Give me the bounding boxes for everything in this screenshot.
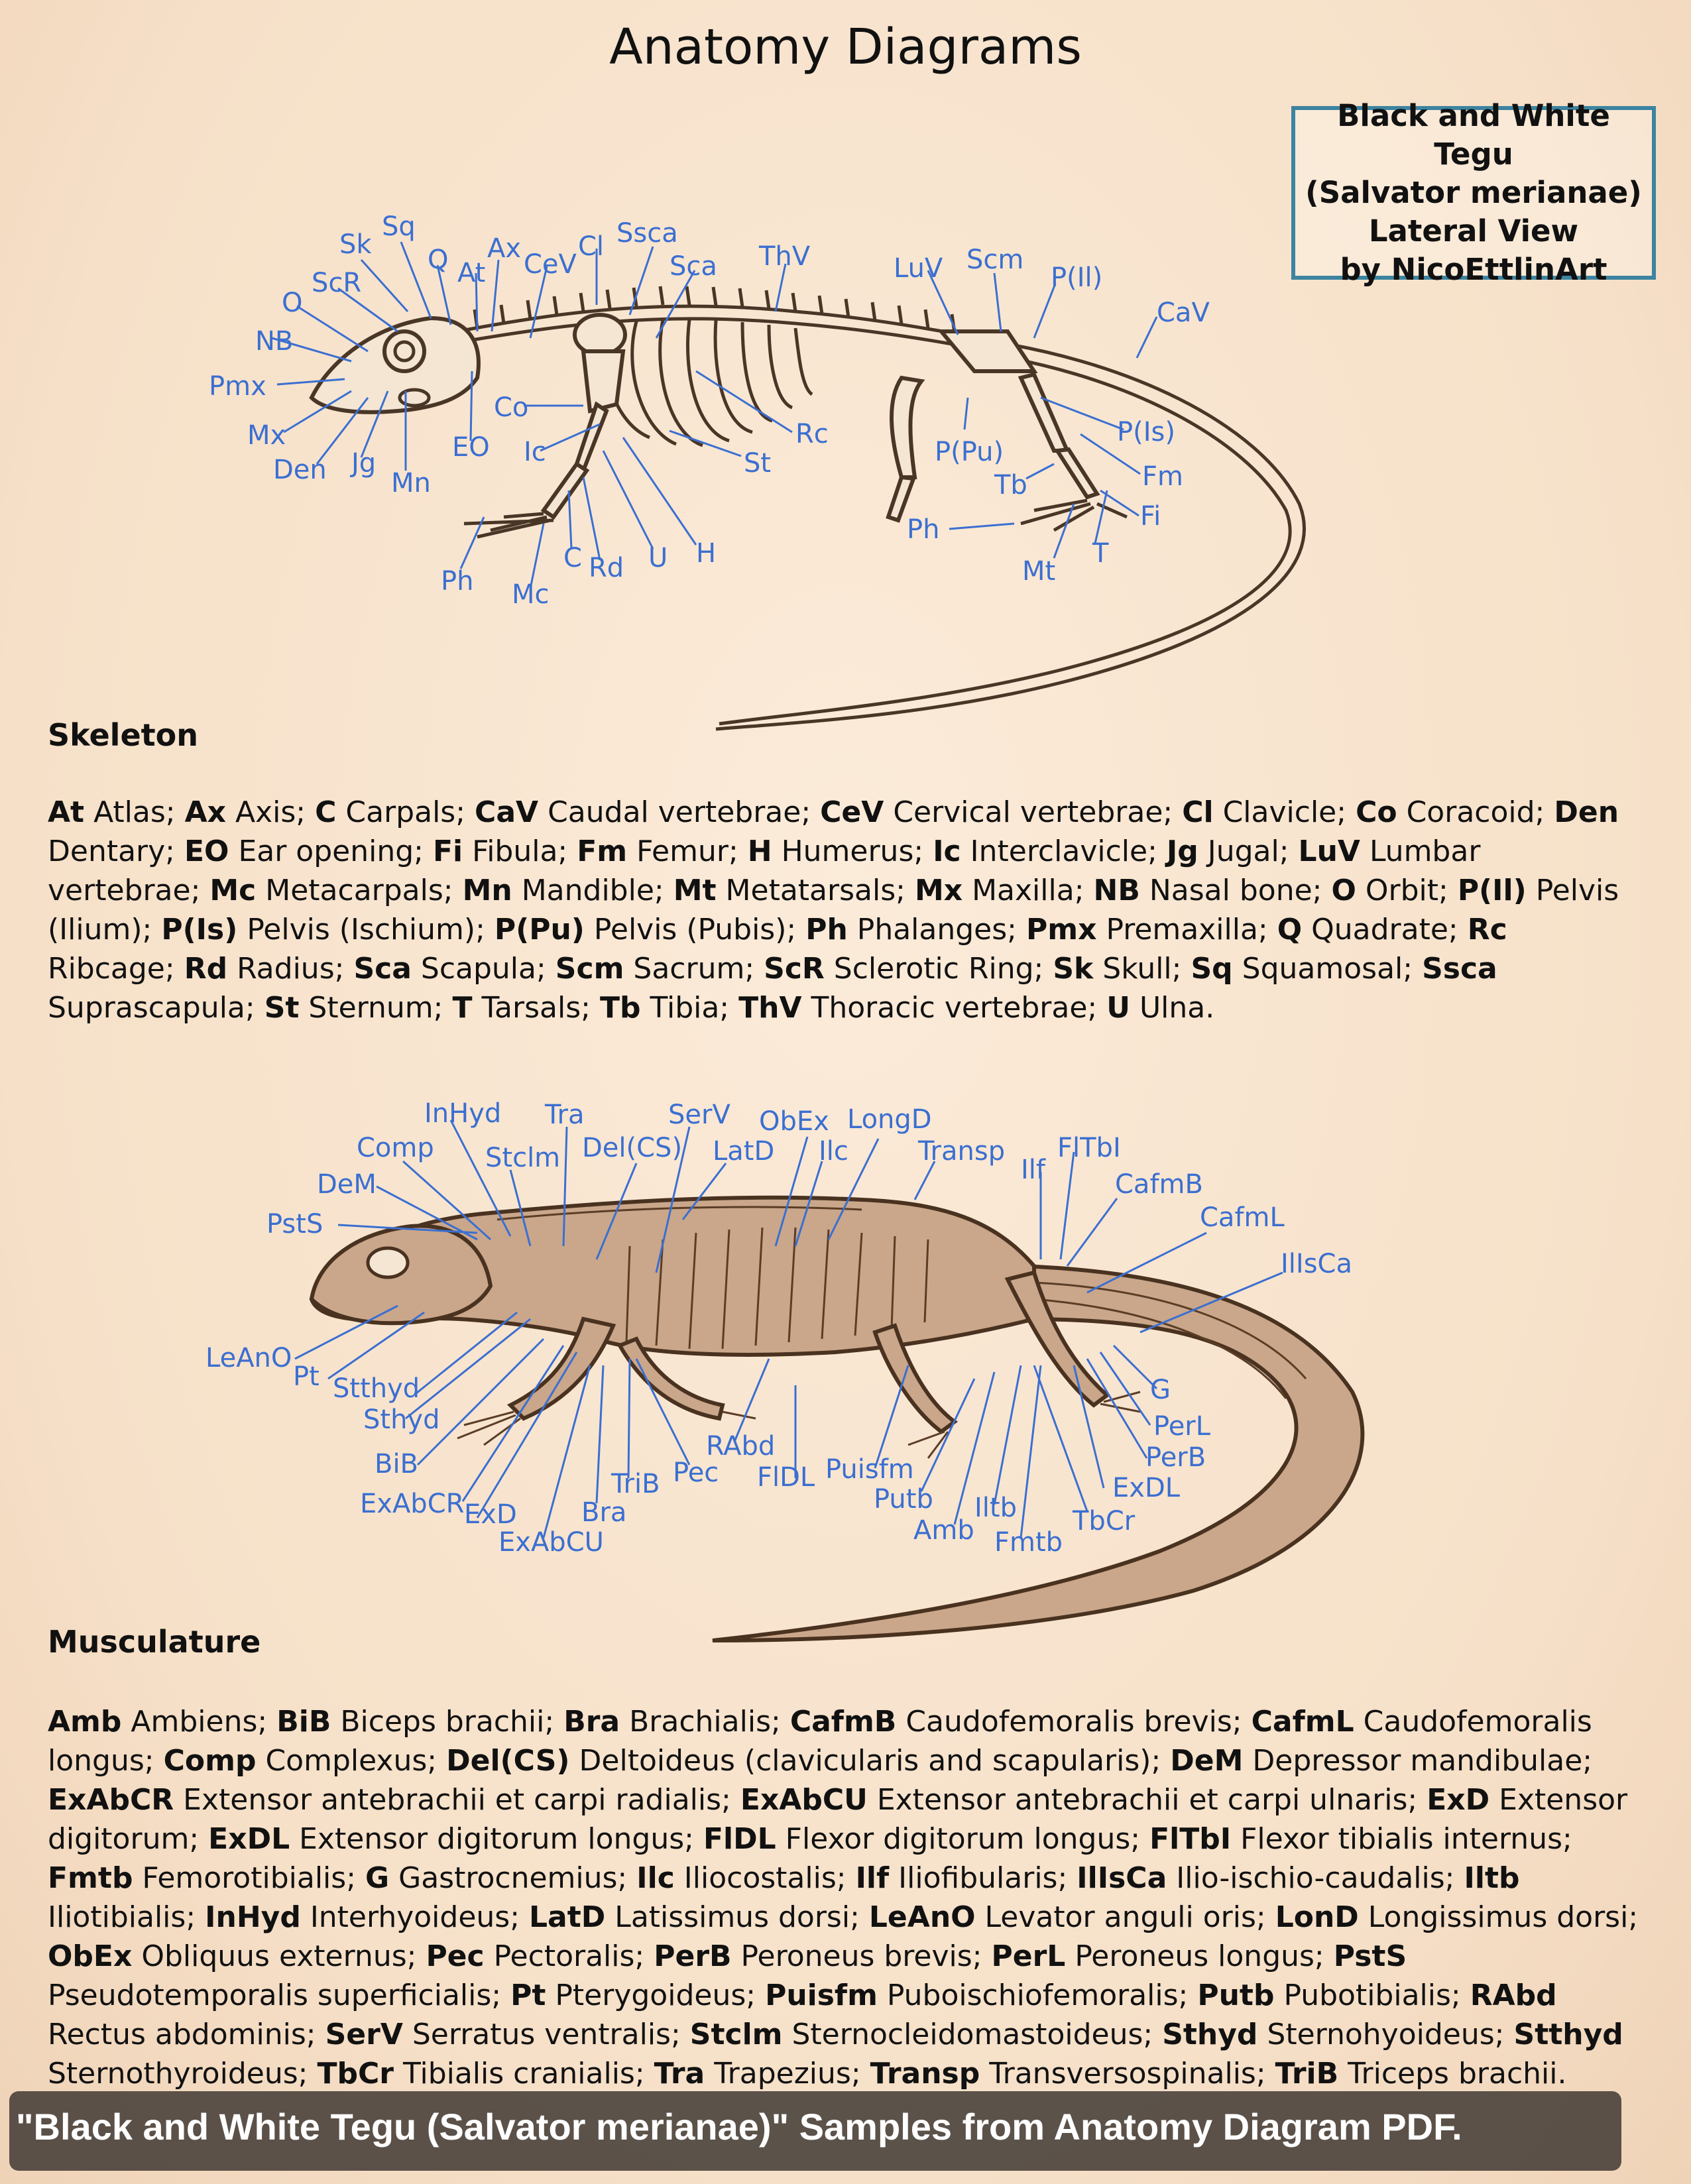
pelvis bbox=[941, 331, 1034, 371]
musculature-legend-abbr: BiB bbox=[276, 1705, 331, 1739]
skeleton-legend-name: Thoracic vertebrae; bbox=[801, 991, 1107, 1025]
musculature-legend-abbr: CafmL bbox=[1251, 1705, 1354, 1739]
musculature-legend-abbr: Tra bbox=[654, 2057, 705, 2091]
skeleton-legend bbox=[48, 793, 1639, 1027]
humerus bbox=[577, 404, 607, 471]
label-P(Il): P(Il) bbox=[1051, 262, 1103, 293]
skeleton-legend-name: Axis; bbox=[226, 795, 316, 829]
label-ObEx: ObEx bbox=[759, 1106, 829, 1137]
label-LongD: LongD bbox=[847, 1104, 932, 1135]
musculature-legend-abbr: Bra bbox=[563, 1705, 620, 1739]
skeleton-legend-abbr: Tb bbox=[599, 991, 641, 1025]
label-Stthyd: Stthyd bbox=[333, 1373, 420, 1404]
label-FlDL: FlDL bbox=[757, 1462, 815, 1493]
musculature-legend-name: Pseudotemporalis superficialis; bbox=[48, 1979, 511, 2012]
label-DeM: DeM bbox=[317, 1169, 377, 1200]
skeleton-legend-abbr: Co bbox=[1356, 795, 1397, 829]
musculature-legend-abbr: LatD bbox=[529, 1900, 606, 1934]
skeleton-legend-name: Lumbar vertebrae; bbox=[48, 834, 1481, 907]
label-Mn: Mn bbox=[391, 468, 431, 498]
musculature-legend-name: Serratus ventralis; bbox=[402, 2018, 690, 2051]
musculature-legend-abbr: PerB bbox=[654, 1939, 732, 1973]
skeleton-legend-abbr: Mc bbox=[209, 874, 257, 907]
label-ThV: ThV bbox=[759, 241, 811, 272]
label-G: G bbox=[1150, 1375, 1171, 1405]
musculature-legend-name: Trapezius; bbox=[705, 2057, 870, 2091]
label-Mc: Mc bbox=[512, 579, 550, 610]
musculature-legend-name: Flexor digitorum longus; bbox=[776, 1822, 1150, 1856]
musculature-legend-name: Extensor digitorum; bbox=[48, 1783, 1628, 1856]
label-Cl: Cl bbox=[578, 231, 605, 262]
skeleton-legend-abbr: Mn bbox=[462, 874, 512, 907]
skeleton-legend-name: Sternum; bbox=[299, 991, 453, 1025]
label-PstS: PstS bbox=[266, 1209, 323, 1239]
skeleton-legend-name: Humerus; bbox=[772, 834, 933, 868]
skeleton-legend-name: Interclavicle; bbox=[961, 834, 1167, 868]
skeleton-legend-name: Skull; bbox=[1093, 952, 1191, 986]
skeleton-legend-abbr: Q bbox=[1277, 913, 1303, 947]
musculature-legend-abbr: Ilc bbox=[636, 1861, 675, 1895]
label-Rc: Rc bbox=[795, 419, 829, 449]
skeleton-legend-abbr: Ic bbox=[933, 834, 961, 868]
skeleton-legend-name: Maxilla; bbox=[962, 874, 1094, 907]
musculature-legend-name: Extensor antebrachii et carpi radialis; bbox=[174, 1783, 740, 1817]
skeleton-legend-name: Radius; bbox=[227, 952, 354, 986]
skeleton-legend-name: Coracoid; bbox=[1397, 795, 1554, 829]
musculature-legend-name: Longissimus dorsi; bbox=[1358, 1900, 1639, 1934]
label-Scm: Scm bbox=[966, 245, 1024, 275]
skeleton-legend-abbr: P(Pu) bbox=[494, 913, 585, 947]
skeleton-legend-abbr: CaV bbox=[475, 795, 539, 829]
skeleton-legend-abbr: Mt bbox=[673, 874, 717, 907]
musculature-legend-name: Femorotibialis; bbox=[133, 1861, 365, 1895]
skeleton-legend-abbr: LuV bbox=[1298, 834, 1360, 868]
musculature-legend-abbr: ExD bbox=[1427, 1783, 1490, 1817]
label-Ph-front: Ph bbox=[441, 566, 474, 597]
skeleton-legend-abbr: St bbox=[264, 991, 300, 1025]
label-Sca: Sca bbox=[670, 251, 717, 282]
label-NB: NB bbox=[255, 326, 294, 357]
musculature-legend-abbr: ExDL bbox=[208, 1822, 290, 1856]
musculature-legend-abbr: Sthyd bbox=[1162, 2018, 1258, 2051]
label-Puisfm: Puisfm bbox=[825, 1454, 914, 1485]
skeleton-legend-name: Phalanges; bbox=[847, 913, 1026, 947]
label-Mt: Mt bbox=[1022, 556, 1056, 587]
femur bbox=[1021, 374, 1067, 451]
ribcage bbox=[606, 319, 812, 445]
musculature-legend-name: Peroneus longus; bbox=[1065, 1939, 1334, 1973]
skeleton-heading: Skeleton bbox=[48, 717, 198, 753]
musculature-legend-name: Tibialis cranialis; bbox=[393, 2057, 654, 2091]
label-LeAnO: LeAnO bbox=[205, 1343, 292, 1373]
skeleton-legend-abbr: At bbox=[48, 795, 85, 829]
musculature-legend-abbr: Comp bbox=[163, 1744, 257, 1778]
skeleton-legend-name: Pelvis (Ilium); bbox=[48, 874, 1619, 947]
musculature-legend-name: Caudofemoralis longus; bbox=[48, 1705, 1592, 1778]
label-TriB: TriB bbox=[611, 1469, 660, 1499]
skeleton-legend-name: Squamosal; bbox=[1232, 952, 1423, 986]
skeleton-legend-abbr: Sk bbox=[1053, 952, 1094, 986]
label-Pec: Pec bbox=[673, 1458, 719, 1488]
skeleton-legend-abbr: U bbox=[1106, 991, 1130, 1025]
musculature-legend-name: Depressor mandibulae; bbox=[1243, 1744, 1593, 1778]
musculature-legend-name: Pterygoideus; bbox=[546, 1979, 766, 2012]
label-Iltb: Iltb bbox=[974, 1493, 1017, 1523]
label-BiB: BiB bbox=[375, 1449, 418, 1479]
musculature-legend-name: Brachialis; bbox=[620, 1705, 790, 1739]
page-title: Anatomy Diagrams bbox=[609, 19, 1082, 76]
musculature-legend-abbr: Putb bbox=[1197, 1979, 1275, 2012]
skeleton-legend-abbr: Ssca bbox=[1422, 952, 1497, 986]
musculature-legend-abbr: TbCr bbox=[317, 2057, 394, 2091]
label-P(Is): P(Is) bbox=[1117, 417, 1175, 447]
skeleton-legend-name: Caudal vertebrae; bbox=[538, 795, 821, 829]
skeleton-legend-name: Suprascapula; bbox=[48, 991, 264, 1025]
musculature-legend-abbr: ObEx bbox=[48, 1939, 133, 1973]
label-CeV: CeV bbox=[524, 249, 577, 280]
musculature-legend-name: Iliocostalis; bbox=[674, 1861, 856, 1895]
musculature-legend-abbr: LeAnO bbox=[868, 1900, 976, 1934]
musculature-legend-name: Sternothyroideus; bbox=[48, 2057, 318, 2091]
skeleton-legend-abbr: Pmx bbox=[1025, 913, 1097, 947]
skeleton-legend-abbr: C bbox=[315, 795, 337, 829]
label-Bra: Bra bbox=[581, 1497, 627, 1528]
label-Mx: Mx bbox=[247, 420, 286, 451]
label-FlTbI: FlTbI bbox=[1057, 1133, 1121, 1163]
label-CafmL: CafmL bbox=[1200, 1202, 1285, 1233]
skeleton-legend-name: Quadrate; bbox=[1302, 913, 1468, 947]
label-Transp: Transp bbox=[918, 1136, 1006, 1167]
label-Rd: Rd bbox=[589, 553, 624, 583]
skeleton-legend-name: Scapula; bbox=[411, 952, 555, 986]
musculature-legend-name: Extensor digitorum longus; bbox=[290, 1822, 703, 1856]
skeleton-legend-abbr: Ax bbox=[184, 795, 227, 829]
label-EO: EO bbox=[452, 432, 490, 463]
label-U: U bbox=[648, 543, 668, 573]
skeleton-legend-name: Tibia; bbox=[640, 991, 739, 1025]
label-Ssca: Ssca bbox=[616, 218, 678, 249]
musculature-legend-abbr: Stthyd bbox=[1513, 2018, 1623, 2051]
musculature-heading: Musculature bbox=[48, 1624, 261, 1660]
radius-ulna bbox=[544, 464, 587, 517]
musculature-legend-name: Obliquus externus; bbox=[132, 1939, 426, 1973]
musculature-legend-abbr: Pec bbox=[426, 1939, 485, 1973]
musculature-legend-abbr: Pt bbox=[510, 1979, 546, 2012]
label-Fi: Fi bbox=[1140, 501, 1161, 532]
label-Fmtb: Fmtb bbox=[994, 1527, 1063, 1558]
tail-vertebrae bbox=[716, 338, 1305, 729]
musculature-legend-name: Gastrocnemius; bbox=[389, 1861, 637, 1895]
skeleton-legend-name: Orbit; bbox=[1356, 874, 1458, 907]
skeleton-legend-name: Femur; bbox=[627, 834, 748, 868]
label-Ilf: Ilf bbox=[1021, 1155, 1045, 1185]
title-box-line: Lateral View bbox=[1368, 213, 1579, 249]
label-Ic: Ic bbox=[524, 437, 546, 467]
musculature-legend-abbr: Ilf bbox=[855, 1861, 890, 1895]
label-TbCr: TbCr bbox=[1073, 1506, 1136, 1536]
skeleton-legend-abbr: Sq bbox=[1191, 952, 1233, 986]
skeleton-legend-abbr: Mx bbox=[914, 874, 963, 907]
skeleton-legend-abbr: Rd bbox=[184, 952, 228, 986]
label-Ax: Ax bbox=[487, 233, 522, 264]
musculature-legend-name: Flexor tibialis internus; bbox=[1231, 1822, 1572, 1856]
label-P(Pu): P(Pu) bbox=[935, 437, 1004, 467]
skeleton-legend-abbr: Ph bbox=[805, 913, 848, 947]
label-Tra: Tra bbox=[545, 1100, 585, 1130]
musculature-legend-abbr: Fmtb bbox=[48, 1861, 133, 1895]
skeleton-legend-name: Ulna. bbox=[1130, 991, 1215, 1025]
skeleton-legend-abbr: Sca bbox=[353, 952, 412, 986]
label-SerV: SerV bbox=[668, 1100, 730, 1130]
musculature-legend-name: Triceps brachii. bbox=[1338, 2057, 1567, 2091]
skeleton-legend-name: Dentary; bbox=[48, 834, 184, 868]
label-C: C bbox=[563, 543, 582, 573]
skeleton-legend-name: Nasal bone; bbox=[1139, 874, 1332, 907]
musculature-legend-abbr: ExAbCR bbox=[48, 1783, 174, 1817]
musculature-legend-abbr: IlIsCa bbox=[1077, 1861, 1167, 1895]
label-Ilc: Ilc bbox=[819, 1136, 848, 1167]
label-Sq: Sq bbox=[382, 211, 416, 242]
title-box-line: (Salvator merianae) bbox=[1305, 175, 1642, 210]
label-Sthyd: Sthyd bbox=[363, 1405, 440, 1435]
musculature-legend-abbr: SerV bbox=[325, 2018, 403, 2051]
skeleton-legend-name: Pelvis (Ischium); bbox=[237, 913, 495, 947]
skeleton-legend-name: Metacarpals; bbox=[256, 874, 463, 907]
femur-left bbox=[892, 378, 921, 477]
musculature-legend-name: Sternocleidomastoideus; bbox=[782, 2018, 1163, 2051]
label-Fm: Fm bbox=[1142, 461, 1183, 492]
musculature-legend-name: Sternohyoideus; bbox=[1257, 2018, 1514, 2051]
skeleton-legend-name: Tarsals; bbox=[472, 991, 600, 1025]
skeleton-legend-abbr: Rc bbox=[1467, 913, 1507, 947]
musculature-legend-name: Ambiens; bbox=[121, 1705, 277, 1739]
skeleton-legend-abbr: Den bbox=[1554, 795, 1619, 829]
musculature-legend-name: Extensor antebrachii et carpi ulnaris; bbox=[867, 1783, 1427, 1817]
title-box-line: Black and White Tegu bbox=[1337, 98, 1610, 172]
label-At: At bbox=[457, 258, 486, 288]
label-Pt: Pt bbox=[293, 1361, 320, 1392]
musculature-legend-name: Latissimus dorsi; bbox=[605, 1900, 869, 1934]
label-ExAbCR: ExAbCR bbox=[360, 1489, 465, 1519]
label-O: O bbox=[282, 288, 303, 318]
label-LatD: LatD bbox=[713, 1136, 775, 1167]
skeleton-legend-abbr: P(Is) bbox=[161, 913, 238, 947]
musculature-legend-abbr: Puisfm bbox=[765, 1979, 878, 2012]
label-ScR: ScR bbox=[312, 268, 362, 298]
title-box-line: by NicoEttlinArt bbox=[1340, 252, 1607, 287]
label-ExD: ExD bbox=[464, 1499, 517, 1530]
skeleton-legend-abbr: Fi bbox=[432, 834, 463, 868]
musculature-legend-name: Caudofemoralis brevis; bbox=[896, 1705, 1252, 1739]
skeleton-legend-abbr: Jg bbox=[1166, 834, 1198, 868]
label-Comp: Comp bbox=[357, 1133, 434, 1163]
musculature-legend-abbr: Stclm bbox=[689, 2018, 783, 2051]
musculature-legend-name: Biceps brachii; bbox=[331, 1705, 564, 1739]
label-Jg: Jg bbox=[351, 448, 377, 479]
footer-text: "Black and White Tegu (Salvator merianae)" Samples from Anatomy Diagram PDF. bbox=[16, 2106, 1462, 2148]
musculature-legend-abbr: InHyd bbox=[205, 1900, 301, 1934]
label-Co: Co bbox=[494, 392, 529, 423]
musculature-legend-name: Pectoralis; bbox=[484, 1939, 654, 1973]
musculature-legend-name: Levator anguli oris; bbox=[975, 1900, 1275, 1934]
skeleton-legend-abbr: EO bbox=[184, 834, 229, 868]
skeleton-legend-name: Metatarsals; bbox=[716, 874, 915, 907]
musculature-legend-name: Interhyoideus; bbox=[300, 1900, 530, 1934]
eye bbox=[368, 1248, 408, 1277]
musculature-legend-name: Transversospinalis; bbox=[980, 2057, 1275, 2091]
skeleton-legend-name: Sacrum; bbox=[624, 952, 764, 986]
label-IlIsCa: IlIsCa bbox=[1281, 1249, 1352, 1279]
label-RAbd: RAbd bbox=[706, 1431, 776, 1462]
label-ExDL: ExDL bbox=[1112, 1473, 1181, 1503]
label-Putb: Putb bbox=[874, 1484, 933, 1515]
musculature-legend-name: Pubotibialis; bbox=[1274, 1979, 1470, 2012]
label-Del(CS): Del(CS) bbox=[582, 1133, 683, 1163]
musculature-legend-name: Ilio-ischio-caudalis; bbox=[1167, 1861, 1464, 1895]
musculature-legend-name: Rectus abdominis; bbox=[48, 2018, 325, 2051]
skeleton-legend-abbr: ThV bbox=[738, 991, 802, 1025]
skeleton-legend-name: Cervical vertebrae; bbox=[884, 795, 1183, 829]
skeleton-legend-name: Clavicle; bbox=[1213, 795, 1356, 829]
suprascapula bbox=[575, 315, 625, 355]
tail-vertebrae-lower bbox=[719, 351, 1290, 724]
musculature-legend-abbr: Del(CS) bbox=[446, 1744, 570, 1778]
skeleton-legend-name: Carpals; bbox=[336, 795, 475, 829]
musculature-legend-abbr: Amb bbox=[48, 1705, 122, 1739]
orbit bbox=[384, 331, 424, 371]
label-PerB: PerB bbox=[1145, 1442, 1206, 1473]
tibia-fibula bbox=[1057, 449, 1097, 497]
skeleton-legend-abbr: P(Il) bbox=[1457, 874, 1527, 907]
skeleton-legend-name: Sclerotic Ring; bbox=[824, 952, 1053, 986]
skeleton-legend-abbr: Cl bbox=[1182, 795, 1214, 829]
skeleton-legend-name: Ear opening; bbox=[229, 834, 433, 868]
label-Tb: Tb bbox=[994, 470, 1027, 500]
skeleton-legend-abbr: NB bbox=[1093, 874, 1140, 907]
musculature-legend bbox=[48, 1702, 1639, 2093]
skeleton-legend-name: Pelvis (Pubis); bbox=[584, 913, 806, 947]
skeleton-legend-name: Ribcage; bbox=[48, 952, 184, 986]
musculature-legend-abbr: LonD bbox=[1275, 1900, 1359, 1934]
label-Amb: Amb bbox=[913, 1515, 974, 1546]
musculature-legend-abbr: G bbox=[365, 1861, 390, 1895]
label-T: T bbox=[1092, 538, 1109, 569]
label-Den: Den bbox=[273, 455, 327, 485]
musculature-legend-name: Puboischiofemoralis; bbox=[877, 1979, 1198, 2012]
label-PerL: PerL bbox=[1153, 1411, 1211, 1442]
skeleton-legend-abbr: ScR bbox=[764, 952, 825, 986]
musculature-legend-abbr: FlDL bbox=[703, 1822, 776, 1856]
skeleton-legend-name: Premaxilla; bbox=[1096, 913, 1277, 947]
label-H: H bbox=[696, 538, 717, 569]
skeleton-legend-name: Mandible; bbox=[512, 874, 673, 907]
skeleton-legend-abbr: T bbox=[452, 991, 473, 1025]
label-Pmx: Pmx bbox=[209, 371, 266, 402]
musculature-legend-abbr: PstS bbox=[1333, 1939, 1407, 1973]
scapula bbox=[583, 351, 623, 411]
musculature-legend-name: Peroneus brevis; bbox=[731, 1939, 992, 1973]
musculature-legend-name: Iliotibialis; bbox=[48, 1900, 205, 1934]
skeleton-legend-name: Jugal; bbox=[1198, 834, 1299, 868]
musculature-legend-abbr: PerL bbox=[991, 1939, 1066, 1973]
label-InHyd: InHyd bbox=[424, 1098, 502, 1129]
musculature-legend-name: Iliofibularis; bbox=[889, 1861, 1077, 1895]
skeleton-legend-abbr: Scm bbox=[555, 952, 624, 986]
musculature-legend-abbr: RAbd bbox=[1470, 1979, 1557, 2012]
label-Q: Q bbox=[428, 245, 449, 275]
musculature-legend-abbr: ExAbCU bbox=[740, 1783, 868, 1817]
label-CaV: CaV bbox=[1157, 298, 1210, 328]
skeleton-legend-name: Fibula; bbox=[463, 834, 577, 868]
label-CafmB: CafmB bbox=[1115, 1169, 1203, 1200]
skeleton-legend-abbr: Fm bbox=[577, 834, 628, 868]
label-Ph-hind: Ph bbox=[907, 514, 940, 545]
label-St: St bbox=[744, 448, 772, 479]
skeleton-legend-abbr: H bbox=[747, 834, 772, 868]
musculature-legend-name: Deltoideus (clavicularis and scapularis); bbox=[569, 1744, 1171, 1778]
musculature-legend-abbr: CafmB bbox=[789, 1705, 897, 1739]
skeleton-legend-abbr: O bbox=[1331, 874, 1356, 907]
musculature-legend-abbr: FlTbI bbox=[1149, 1822, 1232, 1856]
label-Stclm: Stclm bbox=[485, 1143, 561, 1173]
musculature-legend-abbr: DeM bbox=[1170, 1744, 1244, 1778]
label-Sk: Sk bbox=[339, 229, 372, 260]
skeleton-legend-name: Atlas; bbox=[84, 795, 185, 829]
label-LuV: LuV bbox=[894, 253, 943, 284]
skeleton-legend-abbr: CeV bbox=[820, 795, 884, 829]
musculature-legend-abbr: Iltb bbox=[1464, 1861, 1520, 1895]
musculature-legend-name: Complexus; bbox=[256, 1744, 447, 1778]
musculature-legend-abbr: TriB bbox=[1275, 2057, 1339, 2091]
musculature-legend-abbr: Transp bbox=[870, 2057, 980, 2091]
label-ExAbCU: ExAbCU bbox=[498, 1527, 604, 1558]
